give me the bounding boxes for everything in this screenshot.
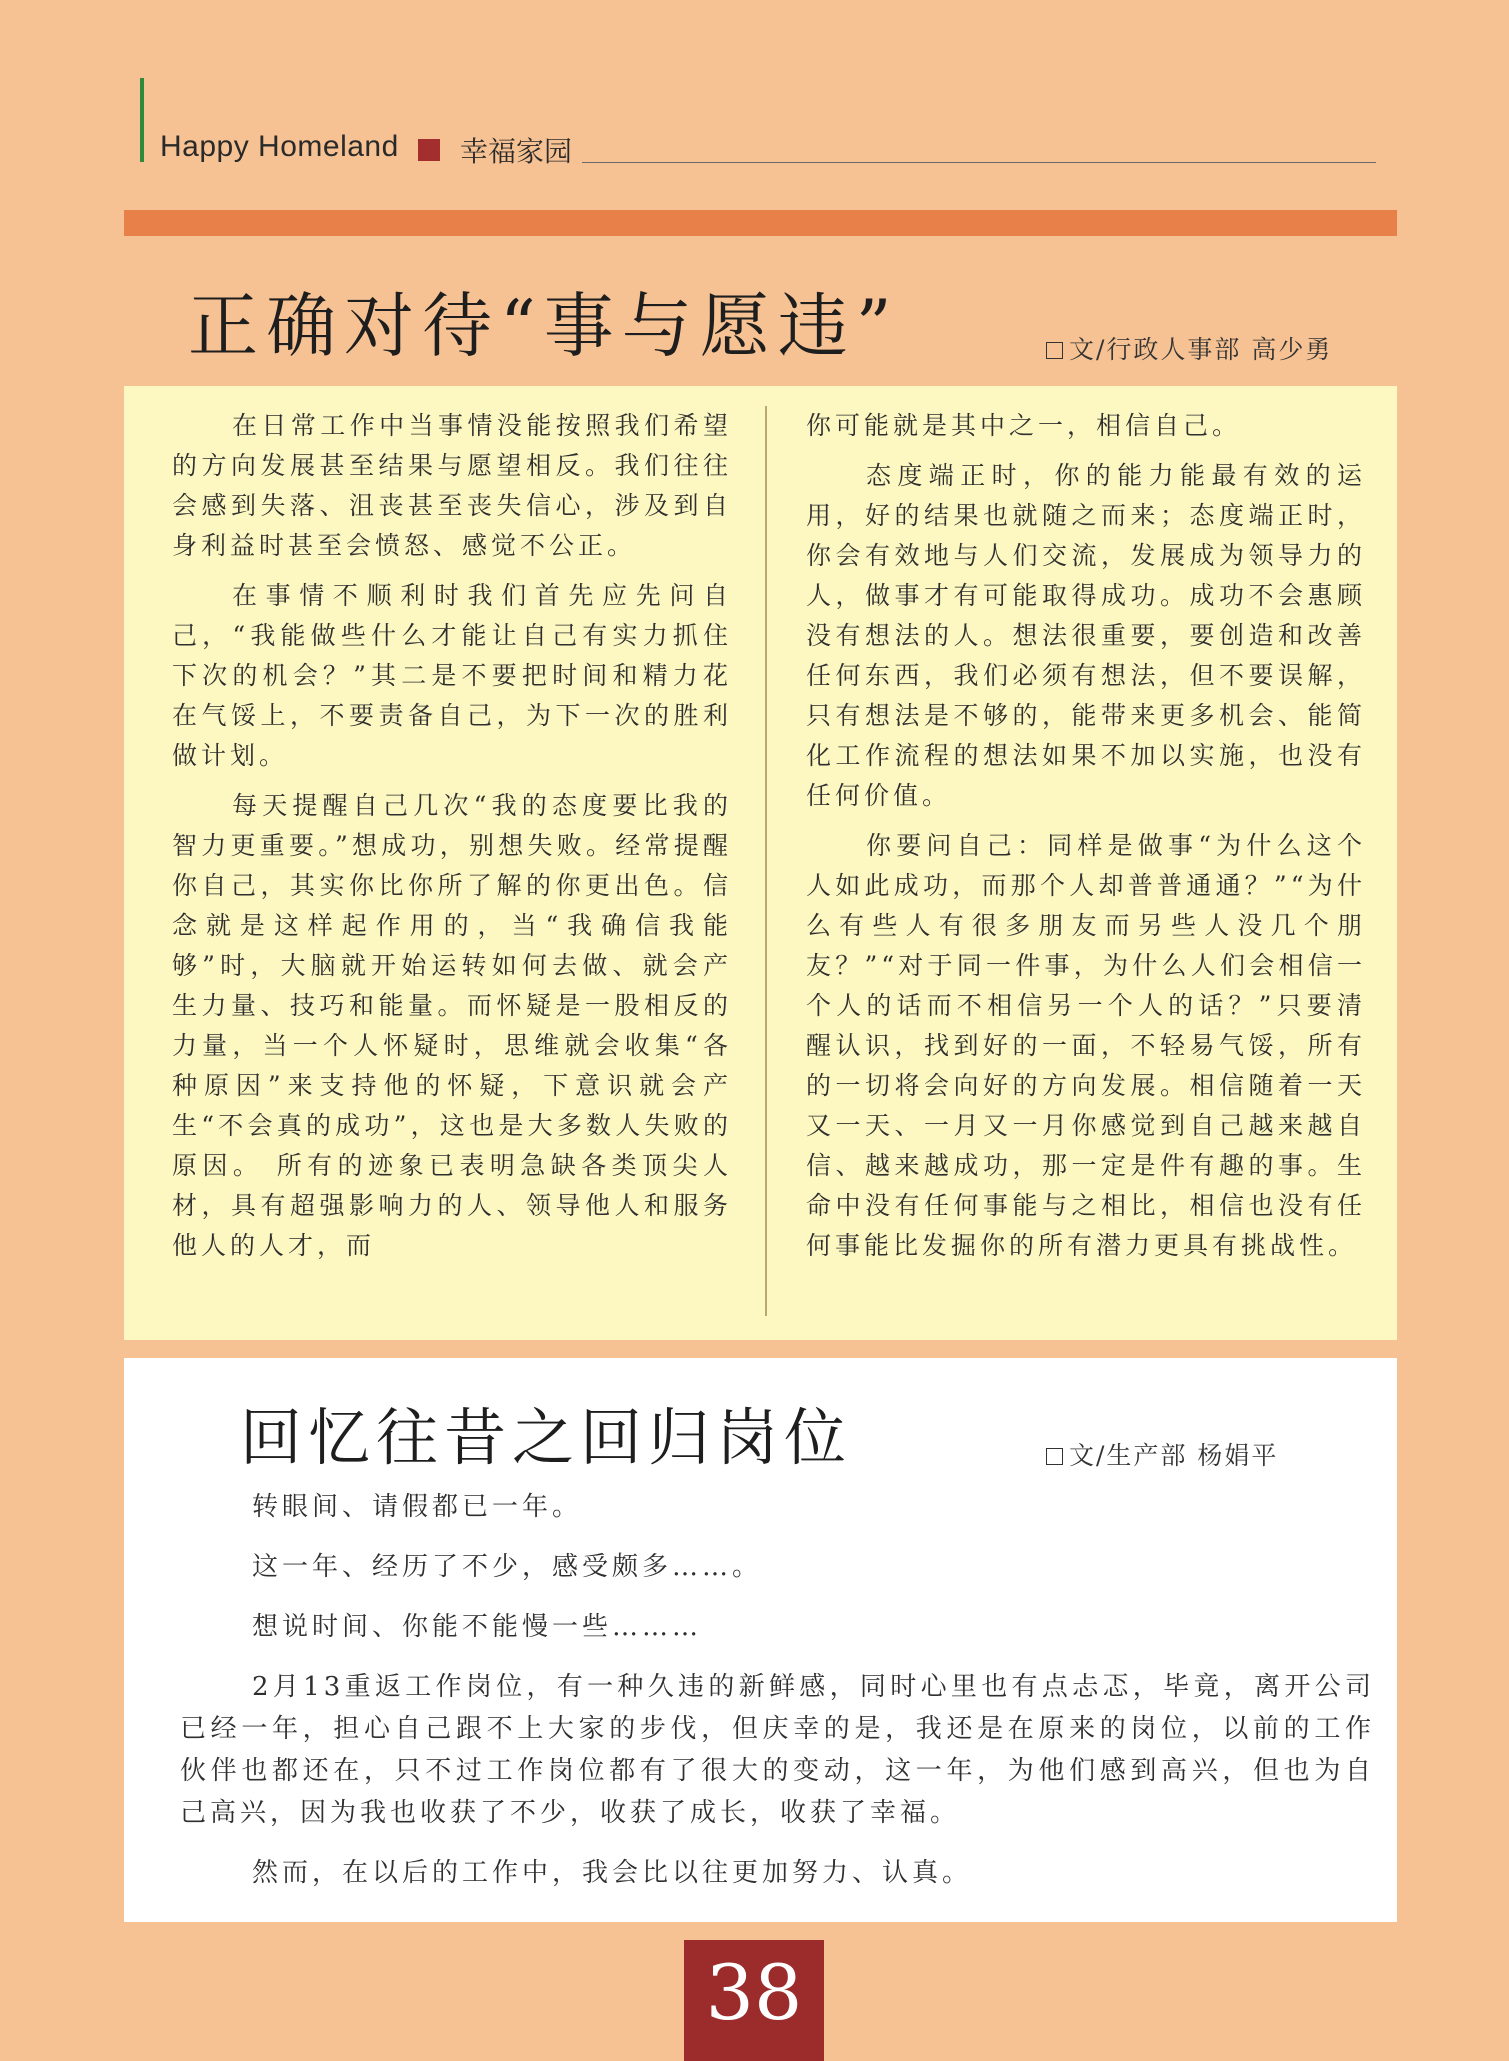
article1-paragraph: 你要问自己：同样是做事“为什么这个人如此成功，而那个人却普普通通？”“为什么有些人有很多朋友而另些人没几个朋友？”“对于同一件事，为什么人们会相信一个人的话而不相信另一个人的话？”只要清醒认识，找到好的一面，不轻易气馁，所有的一切将会向好的方向发展。相信随着一天又一天、一月又一月你感觉到自己越来越自信、越来越成功，那一定是件有趣的事。生命中没有任何事能与之相比，相信也没有任何事能比发掘你的所有潜力更具有挑战性。	[806, 831, 1366, 1260]
article2-line: 这一年、经历了不少，感受颇多……。	[252, 1552, 763, 1582]
article2-body	[180, 1486, 1375, 1912]
article2-byline-text: 文/生产部 杨娟平	[1069, 1441, 1279, 1470]
article1-byline-text: 文/行政人事部 高少勇	[1069, 335, 1333, 364]
article2-closing: 然而，在以后的工作中，我会比以往更加努力、认真。	[252, 1858, 973, 1888]
article2-line: 转眼间、请假都已一年。	[252, 1492, 583, 1522]
article1-paragraph: 在日常工作中当事情没能按照我们希望的方向发展甚至结果与愿望相反。我们往往会感到失落、沮丧甚至丧失信心，涉及到自身利益时甚至会愤怒、感觉不公正。	[172, 411, 732, 560]
header-accent-bar	[140, 78, 144, 162]
article2-line: 想说时间、你能不能慢一些………	[252, 1612, 703, 1642]
article1-right-column	[806, 406, 1366, 1266]
article1-left-column	[172, 406, 732, 1266]
header-english-title: Happy Homeland	[160, 130, 399, 163]
article1-paragraph: 你可能就是其中之一，相信自己。	[806, 411, 1242, 440]
checkbox-square-icon	[1046, 1448, 1063, 1465]
page-number: 38	[705, 1948, 803, 2037]
article1-paragraph: 每天提醒自己几次“我的态度要比我的智力更重要。”想成功，别想失败。经常提醒你自己，其实你比你所了解的你更出色。信念就是这样起作用的，当“我确信我能够”时，大脑就开始运转如何去做、就会产生力量、技巧和能量。而怀疑是一股相反的力量，当一个人怀疑时，思维就会收集“各种原因”来支持他的怀疑，下意识就会产生“不会真的成功”，这也是大多数人失败的原因。 所有的迹象已表明急缺各类顶尖人材，具有超强影响力的人、领导他人和服务他人的人才，而	[172, 791, 732, 1260]
article2-paragraph: 2月13重返工作岗位，有一种久违的新鲜感，同时心里也有点忐忑，毕竟，离开公司已经一年，担心自己跟不上大家的步伐，但庆幸的是，我还是在原来的岗位，以前的工作伙伴也都还在，只不过工作岗位都有了很大的变动，这一年，为他们感到高兴，但也为自己高兴，因为我也收获了不少，收获了成长，收获了幸福。	[180, 1672, 1375, 1828]
article1-byline	[1046, 330, 1332, 366]
header-rule	[582, 162, 1376, 163]
column-divider	[765, 406, 767, 1316]
header-chinese-title: 幸福家园	[460, 135, 573, 168]
header-square-marker	[418, 139, 440, 161]
checkbox-square-icon	[1046, 342, 1063, 359]
article1-paragraph: 态度端正时，你的能力能最有效的运用，好的结果也就随之而来；态度端正时，你会有效地与人们交流，发展成为领导力的人，做事才有可能取得成功。成功不会惠顾没有想法的人。想法很重要，要创造和改善任何东西，我们必须有想法，但不要误解，只有想法是不够的，能带来更多机会、能简化工作流程的想法如果不加以实施，也没有任何价值。	[806, 461, 1366, 810]
article2-title: 回忆往昔之回归岗位	[240, 1401, 853, 1474]
article1-paragraph: 在事情不顺利时我们首先应先问自己，“我能做些什么才能让自己有实力抓住下次的机会？”其二是不要把时间和精力花在气馁上，不要责备自己，为下一次的胜利做计划。	[172, 581, 732, 770]
article2-byline	[1046, 1436, 1278, 1472]
section-band	[124, 210, 1397, 236]
article1-title: 正确对待“事与愿违”	[188, 285, 900, 367]
